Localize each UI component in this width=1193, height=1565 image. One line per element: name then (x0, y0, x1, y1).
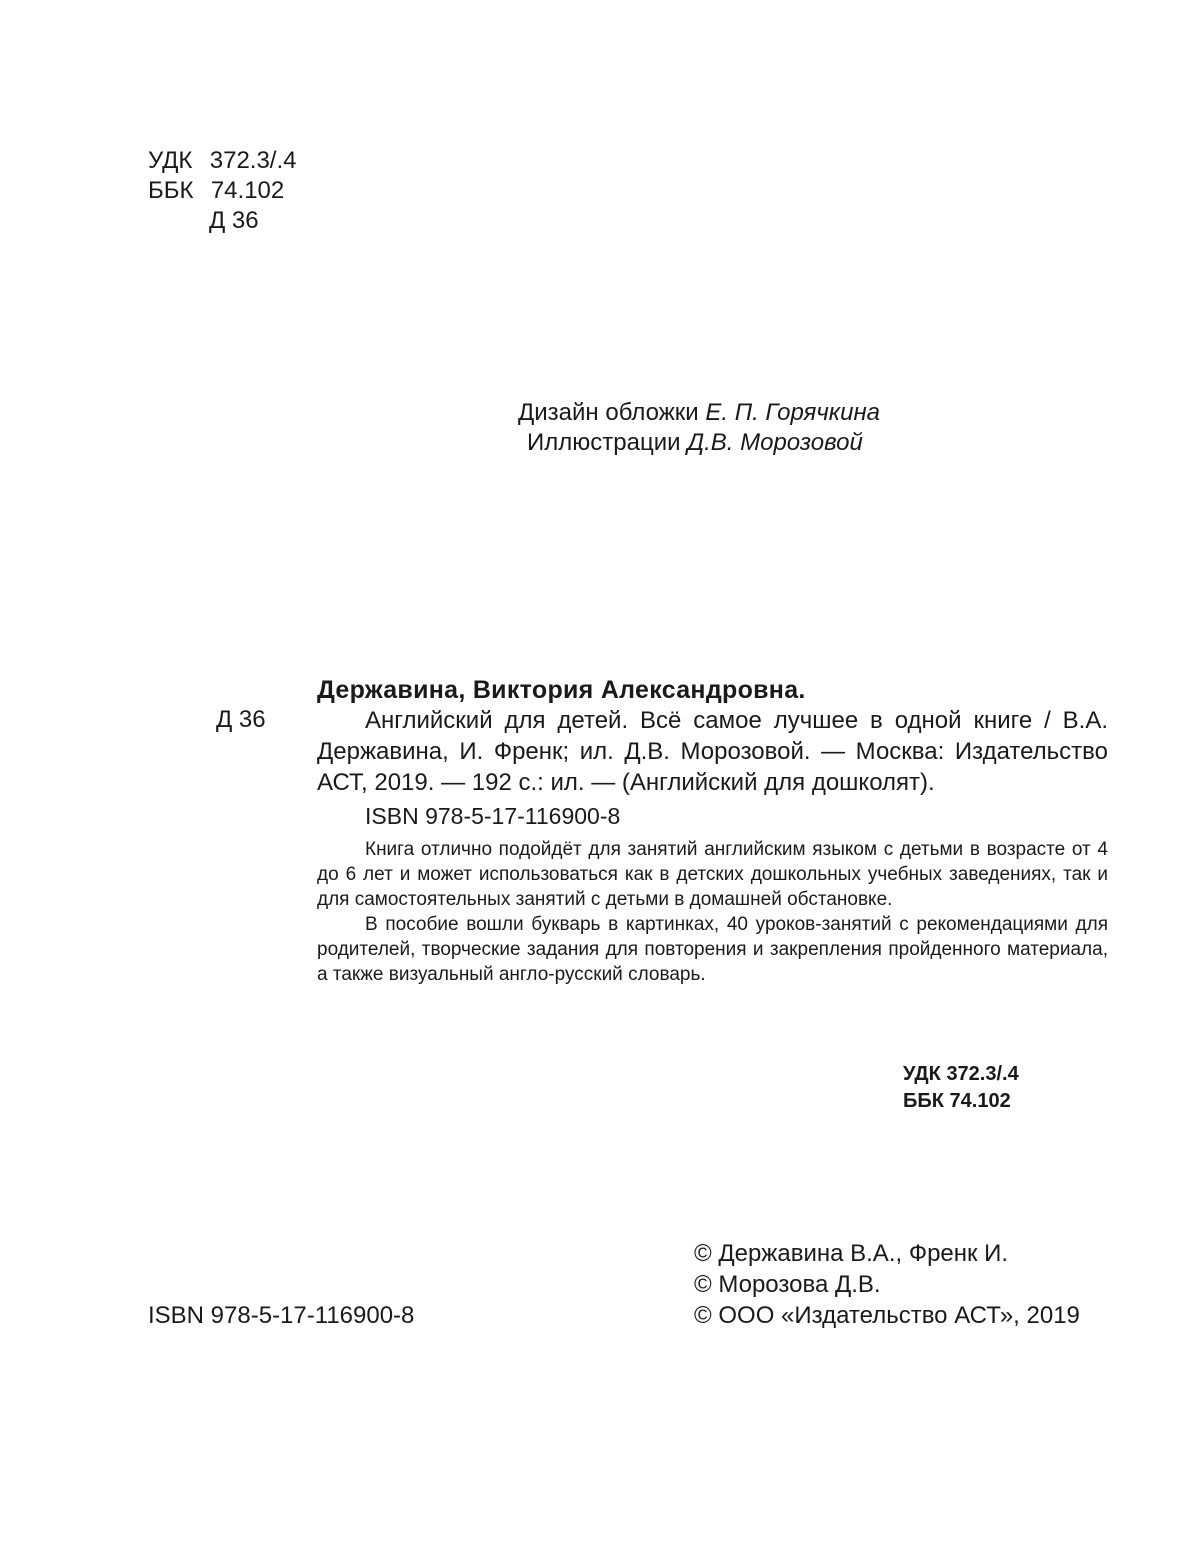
illustrations-name: Д.В. Морозовой (687, 429, 863, 456)
copyright-block (694, 1238, 1080, 1331)
copyright-publisher: © ООО «Издательство АСТ», 2019 (694, 1302, 1080, 1329)
credits-block (518, 398, 880, 458)
udk-bottom: УДК 372.3/.4 (903, 1063, 1019, 1085)
udk-line (148, 146, 297, 176)
cover-design-name: Е. П. Горячкина (705, 399, 881, 426)
author-mark-top: Д 36 (209, 207, 259, 234)
illustrations-credit (518, 428, 880, 458)
record-heading: Державина, Виктория Александровна. (317, 676, 806, 704)
illustrations-label: Иллюстрации (527, 429, 681, 456)
bbk-value: 74.102 (210, 177, 285, 204)
annotation-paragraph-1: Книга отлично подойдёт для занятий английским языком с детьми в возрасте от 4 до 6 лет и может использоваться как в детских дошкольных учебных заведениях, так и для самостоятельных занятий с детьми в домашней обстановке. (317, 839, 1108, 910)
record-isbn: ISBN 978-5-17-116900-8 (365, 803, 621, 829)
bbk-line (148, 176, 297, 206)
record-description: Английский для детей. Всё самое лучшее в одной книге / В.А. Державина, И. Френк; ил. Д.В. Морозовой. — Москва: Издательство АСТ, 2019. — 192 с.: ил. — (Английский для дошколят). (317, 707, 1108, 796)
record-annotation (317, 837, 1108, 987)
classification-top (148, 146, 297, 236)
bbk-label: ББК (148, 177, 194, 204)
copyright-illustrator: © Морозова Д.В. (694, 1271, 881, 1298)
copyright-authors: © Державина В.А., Френк И. (694, 1240, 1009, 1267)
classification-bottom (903, 1061, 1019, 1115)
record-body (317, 705, 1108, 987)
cover-design-credit (518, 398, 880, 428)
cover-design-label: Дизайн обложки (518, 399, 699, 426)
udk-value: 372.3/.4 (209, 147, 297, 174)
annotation-paragraph-2: В пособие вошли букварь в картинках, 40 уроков-занятий с рекомендациями для родителей, творческие задания для повторения и закрепления пройденного материала, а также визуальный англо-русский словарь. (317, 914, 1108, 985)
footer-isbn: ISBN 978-5-17-116900-8 (148, 1302, 415, 1329)
udk-label: УДК (148, 147, 193, 174)
record-author-mark: Д 36 (216, 706, 266, 733)
bbk-bottom: ББК 74.102 (903, 1090, 1011, 1112)
